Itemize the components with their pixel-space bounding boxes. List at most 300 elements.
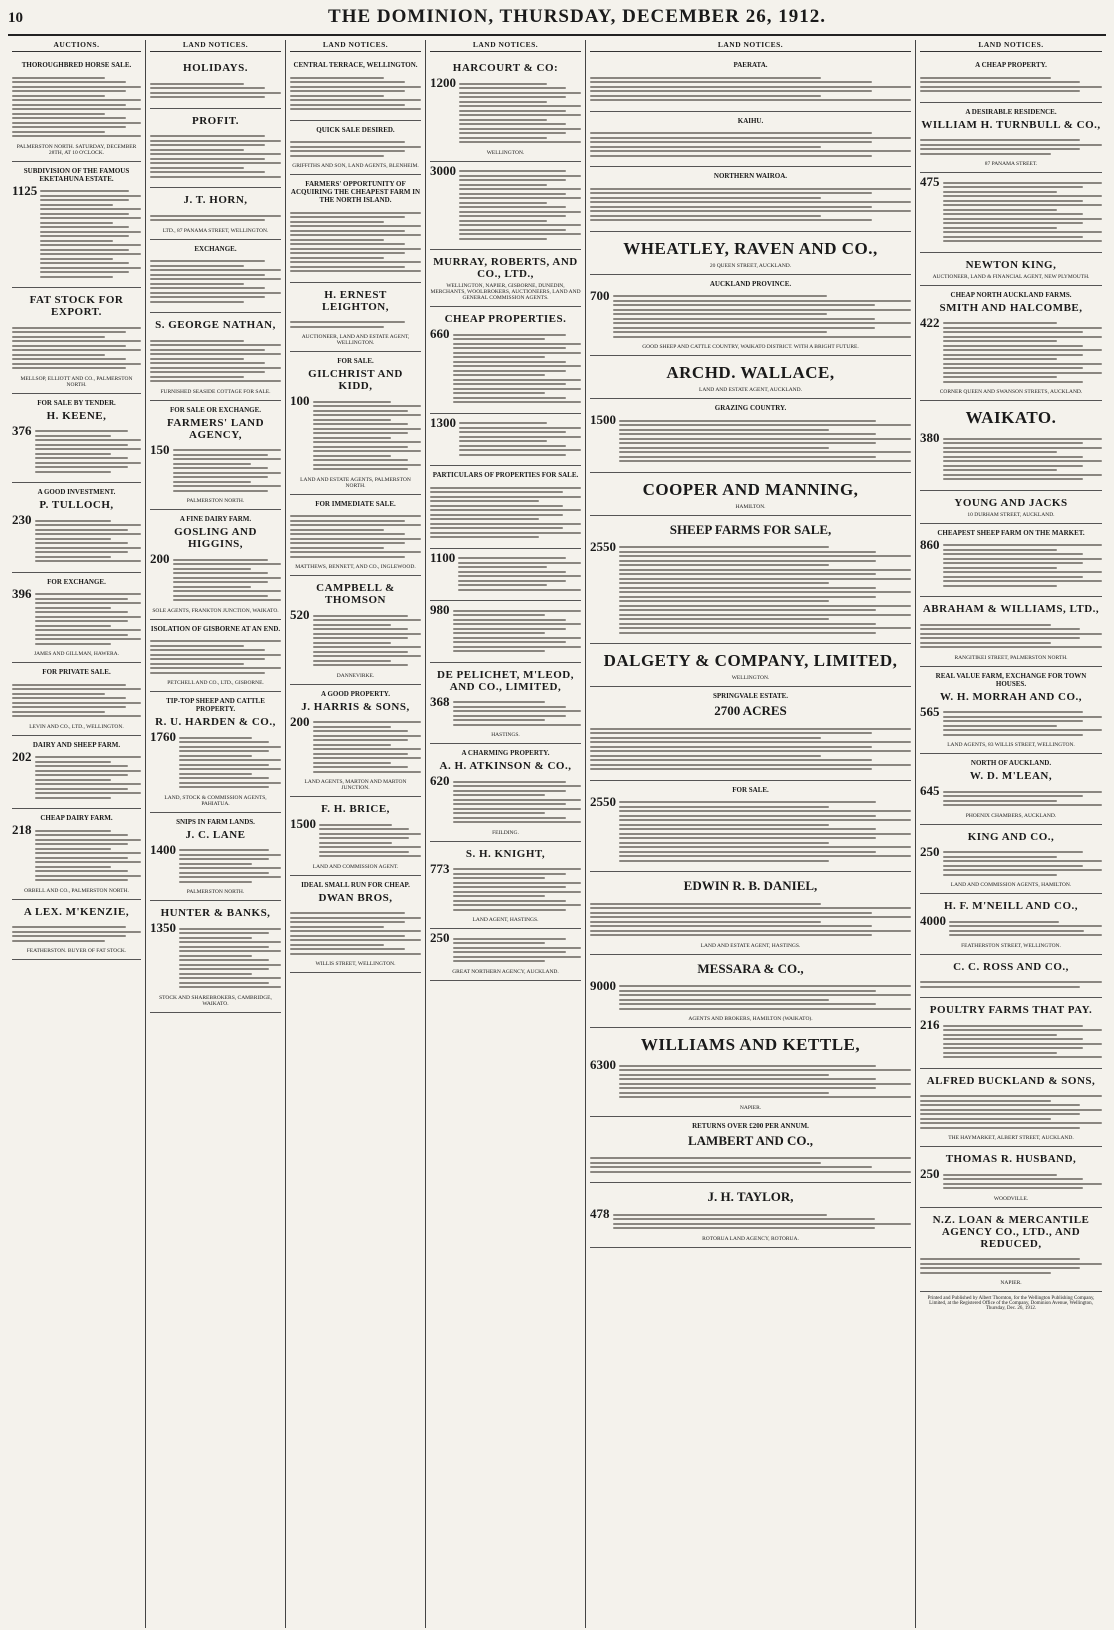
text-line — [12, 354, 105, 356]
page-number: 10 — [8, 10, 23, 26]
ad-address: MATTHEWS, BENNETT, AND CO., INGLEWOOD. — [295, 564, 416, 570]
text-line — [40, 271, 129, 273]
advertisement — [920, 825, 1102, 895]
ad-body-text — [313, 612, 422, 669]
text-line — [290, 108, 421, 110]
text-line — [453, 701, 546, 703]
text-line — [40, 217, 141, 219]
ad-body-text — [35, 754, 142, 802]
text-line — [150, 135, 265, 137]
text-line — [12, 715, 141, 717]
text-line — [150, 171, 265, 173]
text-line — [290, 230, 405, 232]
ad-advertiser-name: DWAN BROS, — [318, 891, 393, 904]
text-line — [150, 344, 281, 346]
text-line — [619, 442, 876, 444]
text-line — [40, 267, 141, 269]
text-line — [943, 231, 1103, 233]
advertisement — [150, 620, 281, 693]
text-line — [40, 262, 129, 264]
ad-address: GOOD SHEEP AND CATTLE COUNTRY, WAIKATO DISTRICT. WITH A BRIGHT FUTURE. — [642, 344, 859, 350]
text-line — [943, 182, 1103, 184]
ad-advertiser-name: COOPER AND MANNING, — [642, 479, 859, 499]
text-line — [619, 1065, 876, 1067]
text-line — [173, 490, 268, 492]
text-line — [613, 1214, 828, 1216]
ad-body — [590, 71, 911, 107]
ad-body-text — [150, 133, 281, 181]
text-line — [943, 381, 1083, 383]
text-line — [453, 951, 566, 953]
acreage-figure: 100 — [290, 393, 310, 408]
text-line — [920, 153, 1051, 155]
text-line — [12, 349, 141, 351]
ad-heading: FOR EXCHANGE. — [47, 577, 106, 586]
text-line — [319, 833, 421, 835]
text-line — [453, 812, 546, 814]
ad-body-text — [12, 681, 141, 720]
text-line — [590, 907, 911, 909]
text-line — [943, 804, 1103, 806]
text-line — [313, 721, 422, 723]
text-line — [920, 148, 1080, 150]
ad-advertiser-name: HUNTER & BANKS, — [160, 907, 271, 919]
text-line — [453, 646, 582, 648]
advertisement — [150, 401, 281, 511]
ad-address: PALMERSTON NORTH. — [186, 498, 245, 504]
acreage-figure: 773 — [430, 860, 450, 876]
text-line — [943, 331, 1083, 333]
advertisement — [920, 401, 1102, 491]
ad-heading: RETURNS OVER £200 PER ANNUM. — [692, 1121, 809, 1130]
text-line — [619, 546, 829, 548]
text-line — [35, 430, 129, 432]
ad-body-text — [590, 185, 911, 224]
text-line — [40, 276, 113, 278]
text-line — [173, 595, 268, 597]
ad-address: NAPIER. — [1000, 1280, 1022, 1286]
advertisement — [920, 998, 1102, 1069]
ad-heading: QUICK SALE DESIRED. — [316, 125, 395, 134]
ad-advertiser-name: R. U. HARDEN & CO., — [155, 716, 276, 728]
text-line — [920, 1122, 1102, 1124]
text-line — [453, 710, 582, 712]
text-line — [458, 557, 566, 559]
advertisement — [590, 232, 911, 275]
text-line — [150, 269, 281, 271]
advertisement — [590, 1183, 911, 1248]
text-line — [619, 855, 911, 857]
text-line — [35, 797, 112, 799]
text-line — [173, 599, 282, 601]
acreage-figure: 250 — [920, 1166, 940, 1181]
text-line — [943, 734, 1083, 736]
text-line — [430, 518, 539, 520]
text-line — [35, 779, 112, 781]
ad-advertiser-name: A LEX. M'KENZIE, — [23, 905, 130, 918]
text-line — [590, 903, 821, 905]
acreage-figure: 1200 — [430, 75, 456, 90]
text-line — [430, 523, 581, 525]
text-line — [150, 153, 281, 155]
text-line — [179, 777, 269, 779]
text-line — [290, 551, 421, 553]
text-line — [459, 238, 547, 240]
column-heading: LAND NOTICES. — [920, 40, 1102, 52]
text-line — [590, 99, 911, 101]
column-heading: LAND NOTICES. — [430, 40, 581, 52]
acreage-figure: 200 — [150, 551, 170, 566]
ad-advertiser-name: PROFIT. — [192, 114, 239, 127]
text-line — [290, 321, 405, 323]
ad-body — [920, 703, 1102, 742]
advertisement — [12, 809, 141, 900]
text-line — [179, 977, 281, 979]
text-line — [290, 524, 421, 526]
ad-body-text — [920, 1093, 1102, 1132]
ad-body — [430, 328, 581, 409]
text-line — [943, 1034, 1058, 1036]
ad-heading: TIP-TOP SHEEP AND CATTLE PROPERTY. — [166, 697, 265, 713]
column-6 — [916, 40, 1106, 1628]
ad-address: MELLSOP, ELLIOTT AND CO., PALMERSTON NORTH. — [20, 375, 133, 388]
text-line — [313, 441, 422, 443]
ad-advertiser-name: J. H. TAYLOR, — [707, 1189, 794, 1204]
text-line — [453, 365, 582, 367]
ad-body — [150, 553, 281, 607]
text-line — [943, 711, 1083, 713]
text-line — [430, 527, 563, 529]
advertisement — [590, 955, 911, 1029]
text-line — [619, 438, 911, 440]
text-line — [590, 141, 872, 143]
acreage-figure: 2550 — [590, 538, 616, 554]
text-line — [173, 458, 282, 460]
text-line — [313, 651, 408, 653]
text-line — [590, 768, 872, 770]
text-line — [35, 788, 129, 790]
text-line — [613, 318, 876, 320]
text-line — [313, 730, 408, 732]
ad-body-text — [590, 725, 911, 773]
text-line — [453, 891, 582, 893]
text-line — [40, 240, 113, 242]
text-line — [453, 790, 566, 792]
advertisement — [590, 1028, 911, 1117]
text-line — [179, 867, 281, 869]
ad-address: FEATHERSTON STREET, WELLINGTON. — [961, 942, 1061, 949]
ad-advertiser-name: FAT STOCK FOR EXPORT. — [29, 294, 124, 318]
acreage-figure: 150 — [150, 441, 170, 457]
ad-body — [12, 71, 141, 143]
text-line — [943, 191, 1058, 193]
text-line — [920, 139, 1080, 141]
ad-advertiser-name: SHEEP FARMS FOR SALE, — [669, 521, 832, 537]
text-line — [313, 757, 422, 759]
ad-body — [590, 793, 911, 868]
ad-address: THE HAYMARKET, ALBERT STREET, AUCKLAND. — [948, 1135, 1074, 1141]
ad-body — [290, 818, 421, 863]
text-line — [179, 773, 252, 775]
column-3 — [286, 40, 426, 1628]
ad-body-text — [290, 319, 421, 331]
acreage-figure: 660 — [430, 326, 450, 341]
ad-body-text — [619, 1062, 911, 1101]
text-line — [943, 791, 1103, 793]
text-line — [179, 764, 269, 766]
text-line — [453, 781, 566, 783]
text-line — [35, 611, 129, 613]
text-line — [430, 505, 563, 507]
ad-address: RANGITIKEI STREET, PALMERSTON NORTH. — [954, 654, 1068, 661]
text-line — [619, 833, 911, 835]
ad-heading: FOR SALE. — [732, 785, 769, 794]
acreage-figure: 1400 — [150, 841, 176, 857]
ad-body — [920, 1168, 1102, 1195]
text-line — [35, 830, 112, 832]
text-line — [453, 868, 582, 870]
text-line — [453, 904, 582, 906]
text-line — [619, 460, 911, 462]
advertisement — [920, 597, 1102, 667]
text-line — [12, 711, 105, 713]
ad-body-text — [173, 447, 282, 495]
text-line — [179, 863, 252, 865]
ad-body-text — [920, 74, 1102, 95]
text-line — [35, 547, 142, 549]
text-line — [943, 327, 1103, 329]
text-line — [453, 347, 566, 349]
text-line — [12, 345, 126, 347]
text-line — [943, 1043, 1103, 1045]
text-line — [313, 753, 408, 755]
text-line — [40, 195, 141, 197]
text-line — [313, 459, 408, 461]
advertisement — [430, 842, 581, 930]
text-line — [313, 437, 391, 439]
ad-body-text — [619, 983, 911, 1013]
text-line — [943, 186, 1083, 188]
acreage-figure: 620 — [430, 773, 450, 788]
text-line — [150, 162, 281, 164]
text-line — [290, 95, 384, 97]
text-line — [619, 999, 829, 1001]
text-line — [319, 846, 421, 848]
text-line — [173, 590, 282, 592]
text-line — [290, 326, 384, 328]
ad-heading: EXCHANGE. — [194, 244, 237, 253]
acreage-figure: 9000 — [590, 977, 616, 993]
text-line — [949, 930, 1084, 932]
ad-heading: PARTICULARS OF PROPERTIES FOR SALE. — [432, 471, 579, 479]
text-line — [943, 227, 1058, 229]
text-line — [179, 876, 281, 878]
advertisement — [12, 663, 141, 736]
text-line — [619, 801, 876, 803]
text-line — [619, 1074, 829, 1076]
text-line — [943, 474, 1103, 476]
text-line — [619, 578, 911, 580]
ad-body — [150, 130, 281, 184]
text-line — [173, 586, 251, 588]
text-line — [613, 309, 912, 311]
text-line — [920, 1109, 1102, 1111]
text-line — [619, 591, 911, 593]
text-line — [150, 144, 265, 146]
text-line — [453, 397, 566, 399]
text-line — [943, 469, 1058, 471]
text-line — [920, 637, 1080, 639]
ad-body — [150, 841, 281, 889]
text-line — [943, 354, 1083, 356]
text-line — [35, 457, 129, 459]
text-line — [35, 774, 129, 776]
text-line — [619, 573, 876, 575]
advertisement — [150, 813, 281, 902]
text-line — [453, 619, 566, 621]
text-line — [173, 454, 268, 456]
ad-address: PALMERSTON NORTH. SATURDAY, DECEMBER 28TH, AT 10 O'CLOCK. — [16, 143, 137, 156]
text-line — [619, 564, 829, 566]
text-line — [179, 968, 269, 970]
text-line — [12, 99, 141, 101]
text-line — [590, 750, 911, 752]
text-line — [179, 941, 281, 943]
text-line — [590, 1157, 911, 1159]
ad-body-text — [35, 517, 142, 565]
ad-advertiser-name: H. F. M'NEILL AND CO., — [943, 900, 1079, 912]
text-line — [40, 213, 129, 215]
text-line — [290, 556, 405, 558]
text-line — [590, 197, 821, 199]
advertisement — [590, 644, 911, 687]
ad-body — [12, 182, 141, 284]
ad-body — [920, 134, 1102, 161]
advertisement — [590, 56, 911, 112]
ad-body — [430, 693, 581, 732]
text-line — [313, 766, 408, 768]
ad-advertiser-name: W. D. M'LEAN, — [969, 770, 1053, 782]
ad-body-text — [290, 139, 421, 160]
ad-body — [290, 609, 421, 672]
text-line — [613, 327, 876, 329]
acreage-figure: 1500 — [290, 816, 316, 831]
text-line — [590, 921, 821, 923]
ad-body-text — [430, 484, 581, 541]
text-line — [35, 598, 129, 600]
ad-body-text — [619, 544, 911, 637]
ad-body — [590, 182, 911, 227]
column-heading: LAND NOTICES. — [150, 40, 281, 52]
text-line — [453, 719, 546, 721]
text-line — [459, 193, 566, 195]
text-line — [453, 956, 582, 958]
text-line — [590, 137, 911, 139]
text-line — [590, 201, 911, 203]
text-line — [35, 857, 129, 859]
text-line — [459, 436, 581, 438]
text-line — [459, 454, 566, 456]
text-line — [943, 442, 1083, 444]
text-line — [179, 950, 281, 952]
text-line — [943, 372, 1103, 374]
text-line — [459, 92, 581, 94]
text-line — [179, 768, 281, 770]
text-line — [619, 810, 911, 812]
ad-body-text — [453, 331, 582, 406]
ad-body-text — [943, 788, 1103, 809]
advertisement — [590, 687, 911, 781]
text-line — [453, 610, 582, 612]
text-line — [943, 349, 1103, 351]
ad-body — [590, 414, 911, 468]
text-line — [590, 728, 911, 730]
ad-advertiser-name: NEWTON KING, — [965, 258, 1057, 271]
ad-body — [430, 604, 581, 658]
advertisement — [150, 240, 281, 314]
ad-advertiser-name: WILLIAMS AND KETTLE, — [640, 1035, 861, 1054]
acreage-figure: 6300 — [590, 1057, 616, 1072]
acreage-figure: 1500 — [590, 412, 616, 427]
text-line — [430, 491, 563, 493]
text-line — [290, 520, 405, 522]
text-line — [290, 99, 421, 101]
ad-address: LAND, STOCK & COMMISSION AGENTS, PAHIATUA. — [164, 794, 267, 807]
ad-address: LAND AND COMMISSION AGENT. — [312, 863, 399, 870]
text-line — [459, 96, 566, 98]
acreage-figure: 860 — [920, 536, 940, 552]
ad-advertiser-name: LAMBERT AND CO., — [688, 1132, 813, 1148]
acreage-figure: 250 — [920, 843, 940, 859]
text-line — [150, 367, 281, 369]
text-line — [943, 1052, 1058, 1054]
text-line — [943, 465, 1083, 467]
text-line — [920, 1267, 1080, 1269]
text-line — [173, 568, 251, 570]
advertisement — [590, 781, 911, 873]
text-line — [920, 1118, 1051, 1120]
text-line — [179, 937, 252, 939]
text-line — [619, 451, 911, 453]
text-line — [943, 336, 1103, 338]
ad-advertiser-name: CAMPBELL & THOMSON — [316, 582, 395, 606]
ad-body-text — [458, 555, 581, 594]
advertisement — [920, 754, 1102, 825]
ad-address: DANNEVIRKE. — [336, 672, 375, 679]
text-line — [319, 842, 392, 844]
text-line — [290, 270, 421, 272]
ad-body-text — [619, 799, 911, 865]
text-line — [453, 785, 582, 787]
ad-body — [150, 209, 281, 227]
text-line — [459, 229, 566, 231]
text-line — [35, 542, 129, 544]
text-line — [453, 334, 566, 336]
text-line — [943, 567, 1058, 569]
text-line — [459, 137, 547, 139]
ad-heading: A DESIRABLE RESIDENCE. — [965, 107, 1057, 116]
text-line — [150, 296, 265, 298]
text-line — [150, 260, 265, 262]
text-line — [943, 1178, 1083, 1180]
text-line — [619, 1096, 911, 1098]
ad-body — [12, 824, 141, 887]
ad-body-text — [150, 80, 281, 101]
column-heading: LAND NOTICES. — [590, 40, 911, 52]
ad-body-text — [920, 1256, 1102, 1277]
ad-body-text — [920, 137, 1102, 158]
text-line — [150, 87, 265, 89]
